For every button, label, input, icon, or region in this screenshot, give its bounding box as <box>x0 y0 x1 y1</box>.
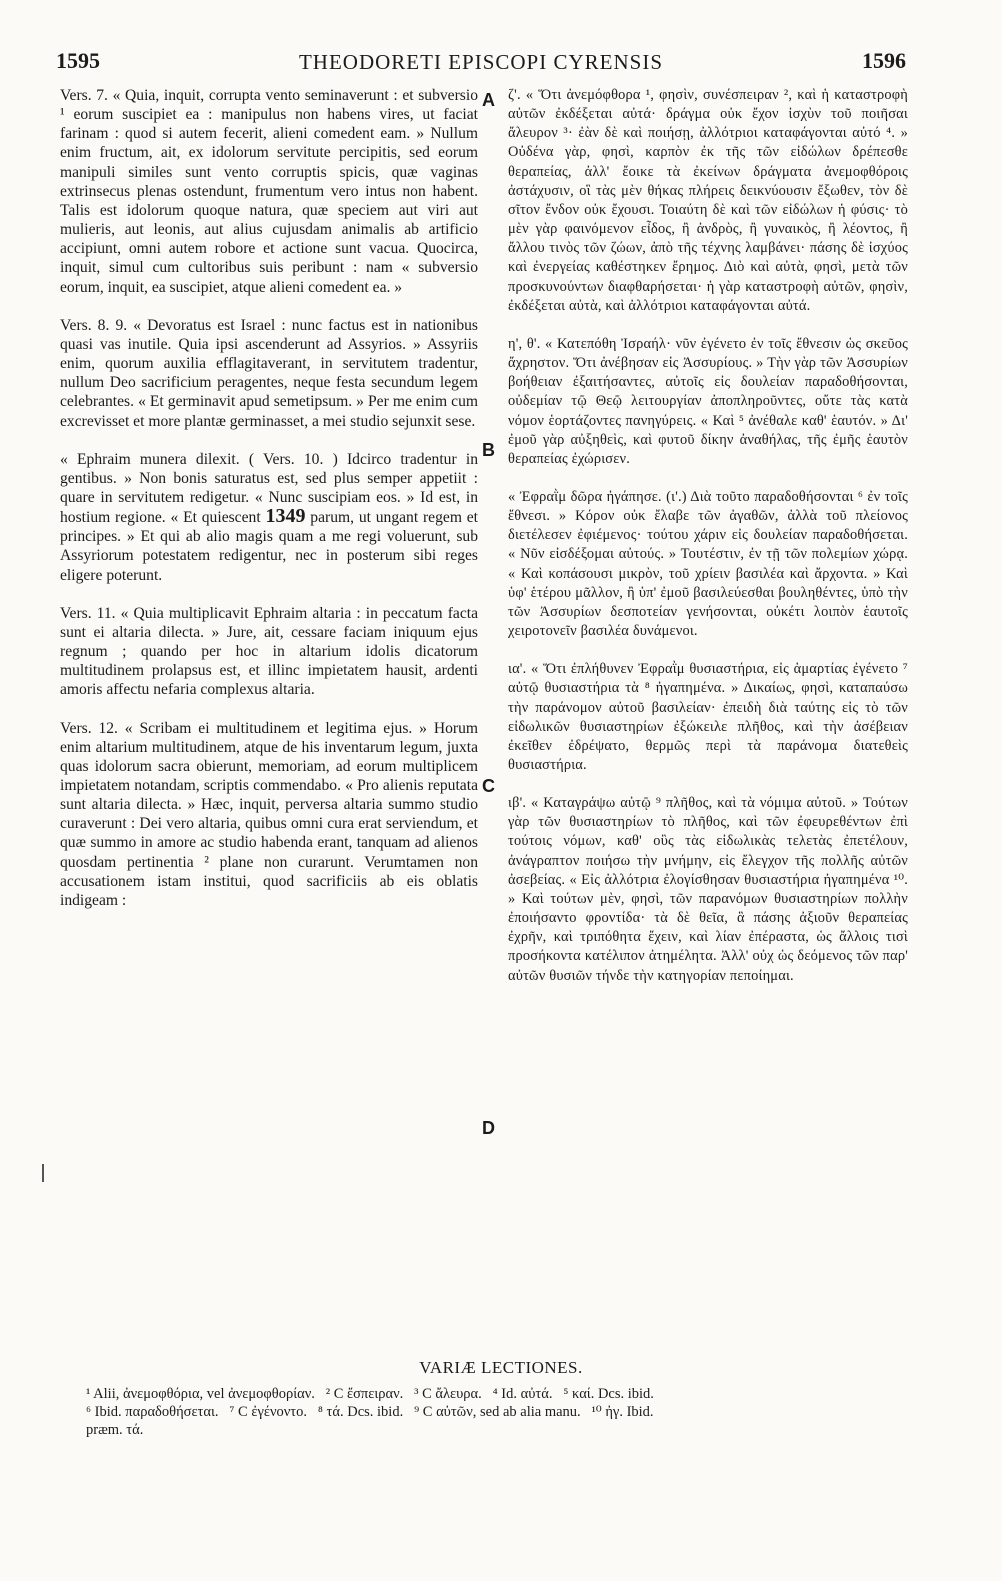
page-number-right: 1596 <box>862 48 906 73</box>
greek-paragraph-10: « Ἐφραῒμ δῶρα ἠγάπησε. (ι'.) Διὰ τοῦτο παραδοθήσονται ⁶ ἐν τοῖς ἔθνεσι. » Κόρον οὐκ ἔλαβε τῶν ἀγαθῶν, ἀλλὰ τοῦ πλείονος διετέλεσεν ἐφιέμενος· τούτου χάριν εἰς δουλείαν παραδοθήσεται. « Νῦν εἰσδέξομαι αὐτούς. » Τουτέστιν, ἐν τῇ τῶν πολεμίων χώρᾳ. « Καὶ κοπάσουσι μικρὸν, τοῦ χρίειν βασιλέα καὶ ἄρχοντα. » Καὶ ὑφ' ἑτέρου μᾶλλον, ἢ ὑπ' ἐμοῦ βασιλεύεσθαι βουληθέντες, ὑπὸ τὴν τῶν Ἀσσυρίων δεσποτείαν γενήσονται, οὐκέτι λοιπὸν ἑαυτοῖς χειροτονεῖν βασιλέα δυνάμενοι. <box>508 488 908 640</box>
section-marker-c: C <box>482 776 495 796</box>
latin-paragraph-vers11: Vers. 11. « Quia multiplicavit Ephraim altaria : in peccatum facta sunt ei altaria dilecta. » Jure, ait, cessare faciam iniquum ejus regnum ; quando per hoc in altarium idolis dicatorum multitudinem prolapsus est, et illinc impietatem hausit, ardenti amoris affectu nefaria complexus altaria. <box>60 604 478 699</box>
latin-paragraph-vers8-9: Vers. 8. 9. « Devoratus est Israel : nunc factus est in nationibus quasi vas inutile. Quia ipsi ascenderunt ad Assyrios. » Assyriis enim, quorum auxilia efflagitaverant, in servitutem tradentur, nullum Deo sacrificium peragentes, neque festa secundum legem celebrantes. « Et germinavit apud semetipsum. » Per me enim cum excrevisset et more plantæ germinasset, a mei studio sejunxit sese. <box>60 316 478 430</box>
running-title: THEODORETI EPISCOPI CYRENSIS <box>298 50 664 74</box>
greek-paragraph-8-9: η', θ'. « Κατεπόθη Ἰσραήλ· νῦν ἐγένετο ἐν τοῖς ἔθνεσιν ὡς σκεῦος ἄχρηστον. Ὅτι ἀνέβησαν εἰς Ἀσσυρίους. » Τὴν γὰρ τῶν Ἀσσυρίων βοήθειαν ἐξαιτήσαντες, αὐτοῖς εἰς δουλείαν παραδοθήσονται, οὐδεμίαν τῷ Θεῷ λειτουργίαν ἀποπληροῦντες, οὔτε τὰς κατὰ νόμον ἑορτάζοντες πανηγύρεις. « Καὶ ⁵ ἀνέθαλε καθ' ἑαυτόν. » Δι' ἐμοῦ γὰρ αὐξηθεὶς, καὶ φυτοῦ δίκην ἀναθήλας, τῆς ἐμῆς ἑαυτὸν θεραπείας ἐχώρισεν. <box>508 335 908 467</box>
variae-lectiones-notes <box>86 1385 916 1439</box>
latin-paragraph-vers12: Vers. 12. « Scribam ei multitudinem et legitima ejus. » Horum enim altarium multitudinem, atque de his inventarum legum, juxta quas idolorum sacra obierunt, memoriam, ad eorum multiplicem impietatem notandam, scriptis commendabo. « Pro alienis reputata sunt altaria dilecta. » Hæc, inquit, perversa altaria summo studio curaverunt : Dei vero altaria, quibus omni cura erat serviendum, et quæ summo in amore ac studio habenda erant, tanquam ad alienos quosdam pertinentia ² plane non curarunt. Verumtamen non accusationem istam institui, quod sacrificiis ab eis oblatis indigeam : <box>60 719 478 909</box>
page-number-left: 1595 <box>56 48 100 73</box>
section-marker-b: B <box>482 440 495 460</box>
variant-note-line-3: præm. τά. <box>86 1422 144 1438</box>
margin-mark <box>42 1164 44 1182</box>
section-marker-a: A <box>482 90 495 110</box>
greek-column <box>508 86 908 986</box>
variae-lectiones-heading: VARIÆ LECTIONES. <box>419 1358 583 1377</box>
variant-note-line-2: ⁶ Ibid. παραδοθήσεται. ⁷ C ἐγένοντο. ⁸ τά. Dcs. ibid. ⁹ C αὐτῶν, sed ab alia manu. ¹⁰ ἠγ. Ibid. <box>86 1404 654 1420</box>
latin-vers10-part2: parum, ut ungant regem et principes. » Et qui ab alio magis quam a me regi voluerunt, sub Assyriorum potestatem redigentur, nec in posterum sibi reges eligere poterunt. <box>60 509 479 584</box>
latin-paragraph-vers7: Vers. 7. « Quia, inquit, corrupta vento seminaverunt : et subversio ¹ eorum suscipiet ea : manipulus non habens vires, ut faciat farinam : quod si autem fecerit, alieni comedent eam. » Nullum enim fructum, ait, ex idolorum servitute percipitis, sed eorum manipuli similes sunt vento corruptis spicis, quæ vaginas extrinsecus plenas ostendunt, frumentum vero intus non habent. Talis est idolorum quoque natura, quæ speciem aut viri aut mulieris, aut leonis, aut alius cujusdam animalis ab artificio accipiunt, omni autem robore et actione sunt vacua. Quocirca, inquit, simul cum cultoribus suis peribunt : nam « subversio eorum, inquit, ea suscipiet, atque alieni comedent ea. » <box>60 87 478 296</box>
page-header <box>56 48 906 78</box>
variant-note-line-1: ¹ Alii, ἀνεμοφθόρια, vel ἀνεμοφθορίαν. ² C ἔσπειραν. ³ C ἄλευρα. ⁴ Id. αὐτά. ⁵ καί. Dcs. ibid. <box>86 1386 654 1402</box>
column-reference-number: 1349 <box>265 505 306 528</box>
section-marker-d: D <box>482 1118 495 1138</box>
latin-column <box>60 86 478 910</box>
latin-vers10-part1: « Ephraim munera dilexit. ( Vers. 10. ) Idcirco tradentur in gentibus. » Non bonis saturatus est, sed plus semper appetiit : quare in servitutem redigetur. « Nunc suscipiam eos. » Id est, in hostium regione. « Et quiescent <box>60 450 478 527</box>
greek-paragraph-11: ια'. « Ὅτι ἐπλήθυνεν Ἐφραῒμ θυσιαστήρια, εἰς ἁμαρτίας ἐγένετο ⁷ αὐτῷ θυσιαστήρια τὰ ⁸ ἠγαπημένα. » Δικαίως, φησὶ, καταπαύσω τὴν παράνομον αὐτοῦ βασιλείαν· ἐπειδὴ διὰ ταύτης εἰς τὸ τῶν εἰδωλικῶν θυσιαστηρίων ἐξώκειλε πλῆθος, καὶ τὴν ἀσέβειαν ἐκεῖθεν ἐδρέψατο, θερμῶς περὶ τὰ παράνομα διατεθεὶς θυσιαστήρια. <box>508 661 908 773</box>
latin-paragraph-vers10 <box>60 450 478 585</box>
greek-paragraph-7: ζ'. « Ὅτι ἀνεμόφθορα ¹, φησὶν, συνέσπειραν ², καὶ ἡ καταστροφὴ αὐτῶν ἐκδέξεται αὐτά· δράγμα οὐκ ἔχον ἰσχὺν τοῦ ποιῆσαι ἄλευρον ³· ἐὰν δὲ καὶ ποιήσῃ, ἀλλότριοι καταφάγονται αὐτό ⁴. » Οὐδένα γὰρ, φησὶ, καρπὸν ἐκ τῆς τῶν εἰδώλων δρέπεσθε θεραπείας, ἀλλ' ἔοικε τὰ ἐκείνων δράγματα ἀνεμοφθόροις ἀστάχυσιν, οἳ τὰς μὲν θήκας πλήρεις δεικνύουσιν ἔξωθεν, τὸν δὲ σῖτον ἔνδον οὐκ ἔχουσι. Τοιαύτη δὲ καὶ τῶν εἰδώλων ἡ φύσις· τὸ μὲν γὰρ φαινόμενον εἶδος, ἢ ἀνδρὸς, ἢ γυναικὸς, ἢ λέοντος, ἢ ἄλλου τινὸς τῶν ζώων, ἀπὸ τῆς τέχνης λαμβάνει· πάσης δὲ ἰσχύος καὶ ἐνεργείας καθέστηκεν ἔρημος. Διὸ καὶ αὐτὰ, φησὶ, μετὰ τῶν προσκυνούντων διαφθαρήσεται· ἡ γὰρ καταστροφὴ αὐτῶν, φησὶν, ἐκδέξεται αὐτὰ, καὶ ἀλλότριοι καταφάγονται αὐτά. <box>508 87 908 314</box>
greek-paragraph-12: ιβ'. « Καταγράψω αὐτῷ ⁹ πλῆθος, καὶ τὰ νόμιμα αὐτοῦ. » Τούτων γὰρ τῶν θυσιαστηρίων τὸ πλῆθος, καὶ τῶν ἐφευρεθέντων ἐπὶ τούτοις νόμων, καθ' οὓς τὰς εἰδωλικὰς τελετὰς ἐπετέλουν, ἀνάγραπτον ποιήσω τὴν μνήμην, εἰς ἔλεγχον τῆς πολλῆς αὐτῶν ἀσεβείας. « Εἰς ἀλλότρια ἐλογίσθησαν θυσιαστήρια ἠγαπημένα ¹⁰. » Καὶ τούτων μὲν, φησὶ, τῶν παρανόμων θυσιαστηρίων πολλὴν ἐποιήσαντο φροντίδα· τὰ δὲ θεῖα, ἃ πάσης ἀξιοῦν θεραπείας ἐχρῆν, καὶ τριπόθητα ἔχειν, καὶ λίαν ἐπέραστα, ὡς ἄλλοις τισὶ προσήκοντα κατέλιπον ἀτημέλητα. Ἀλλ' οὐχ ὡς δεόμενος τῶν παρ' αὐτῶν θυσιῶν τήνδε τὴν κατηγορίαν πεποίημαι. <box>508 795 908 984</box>
